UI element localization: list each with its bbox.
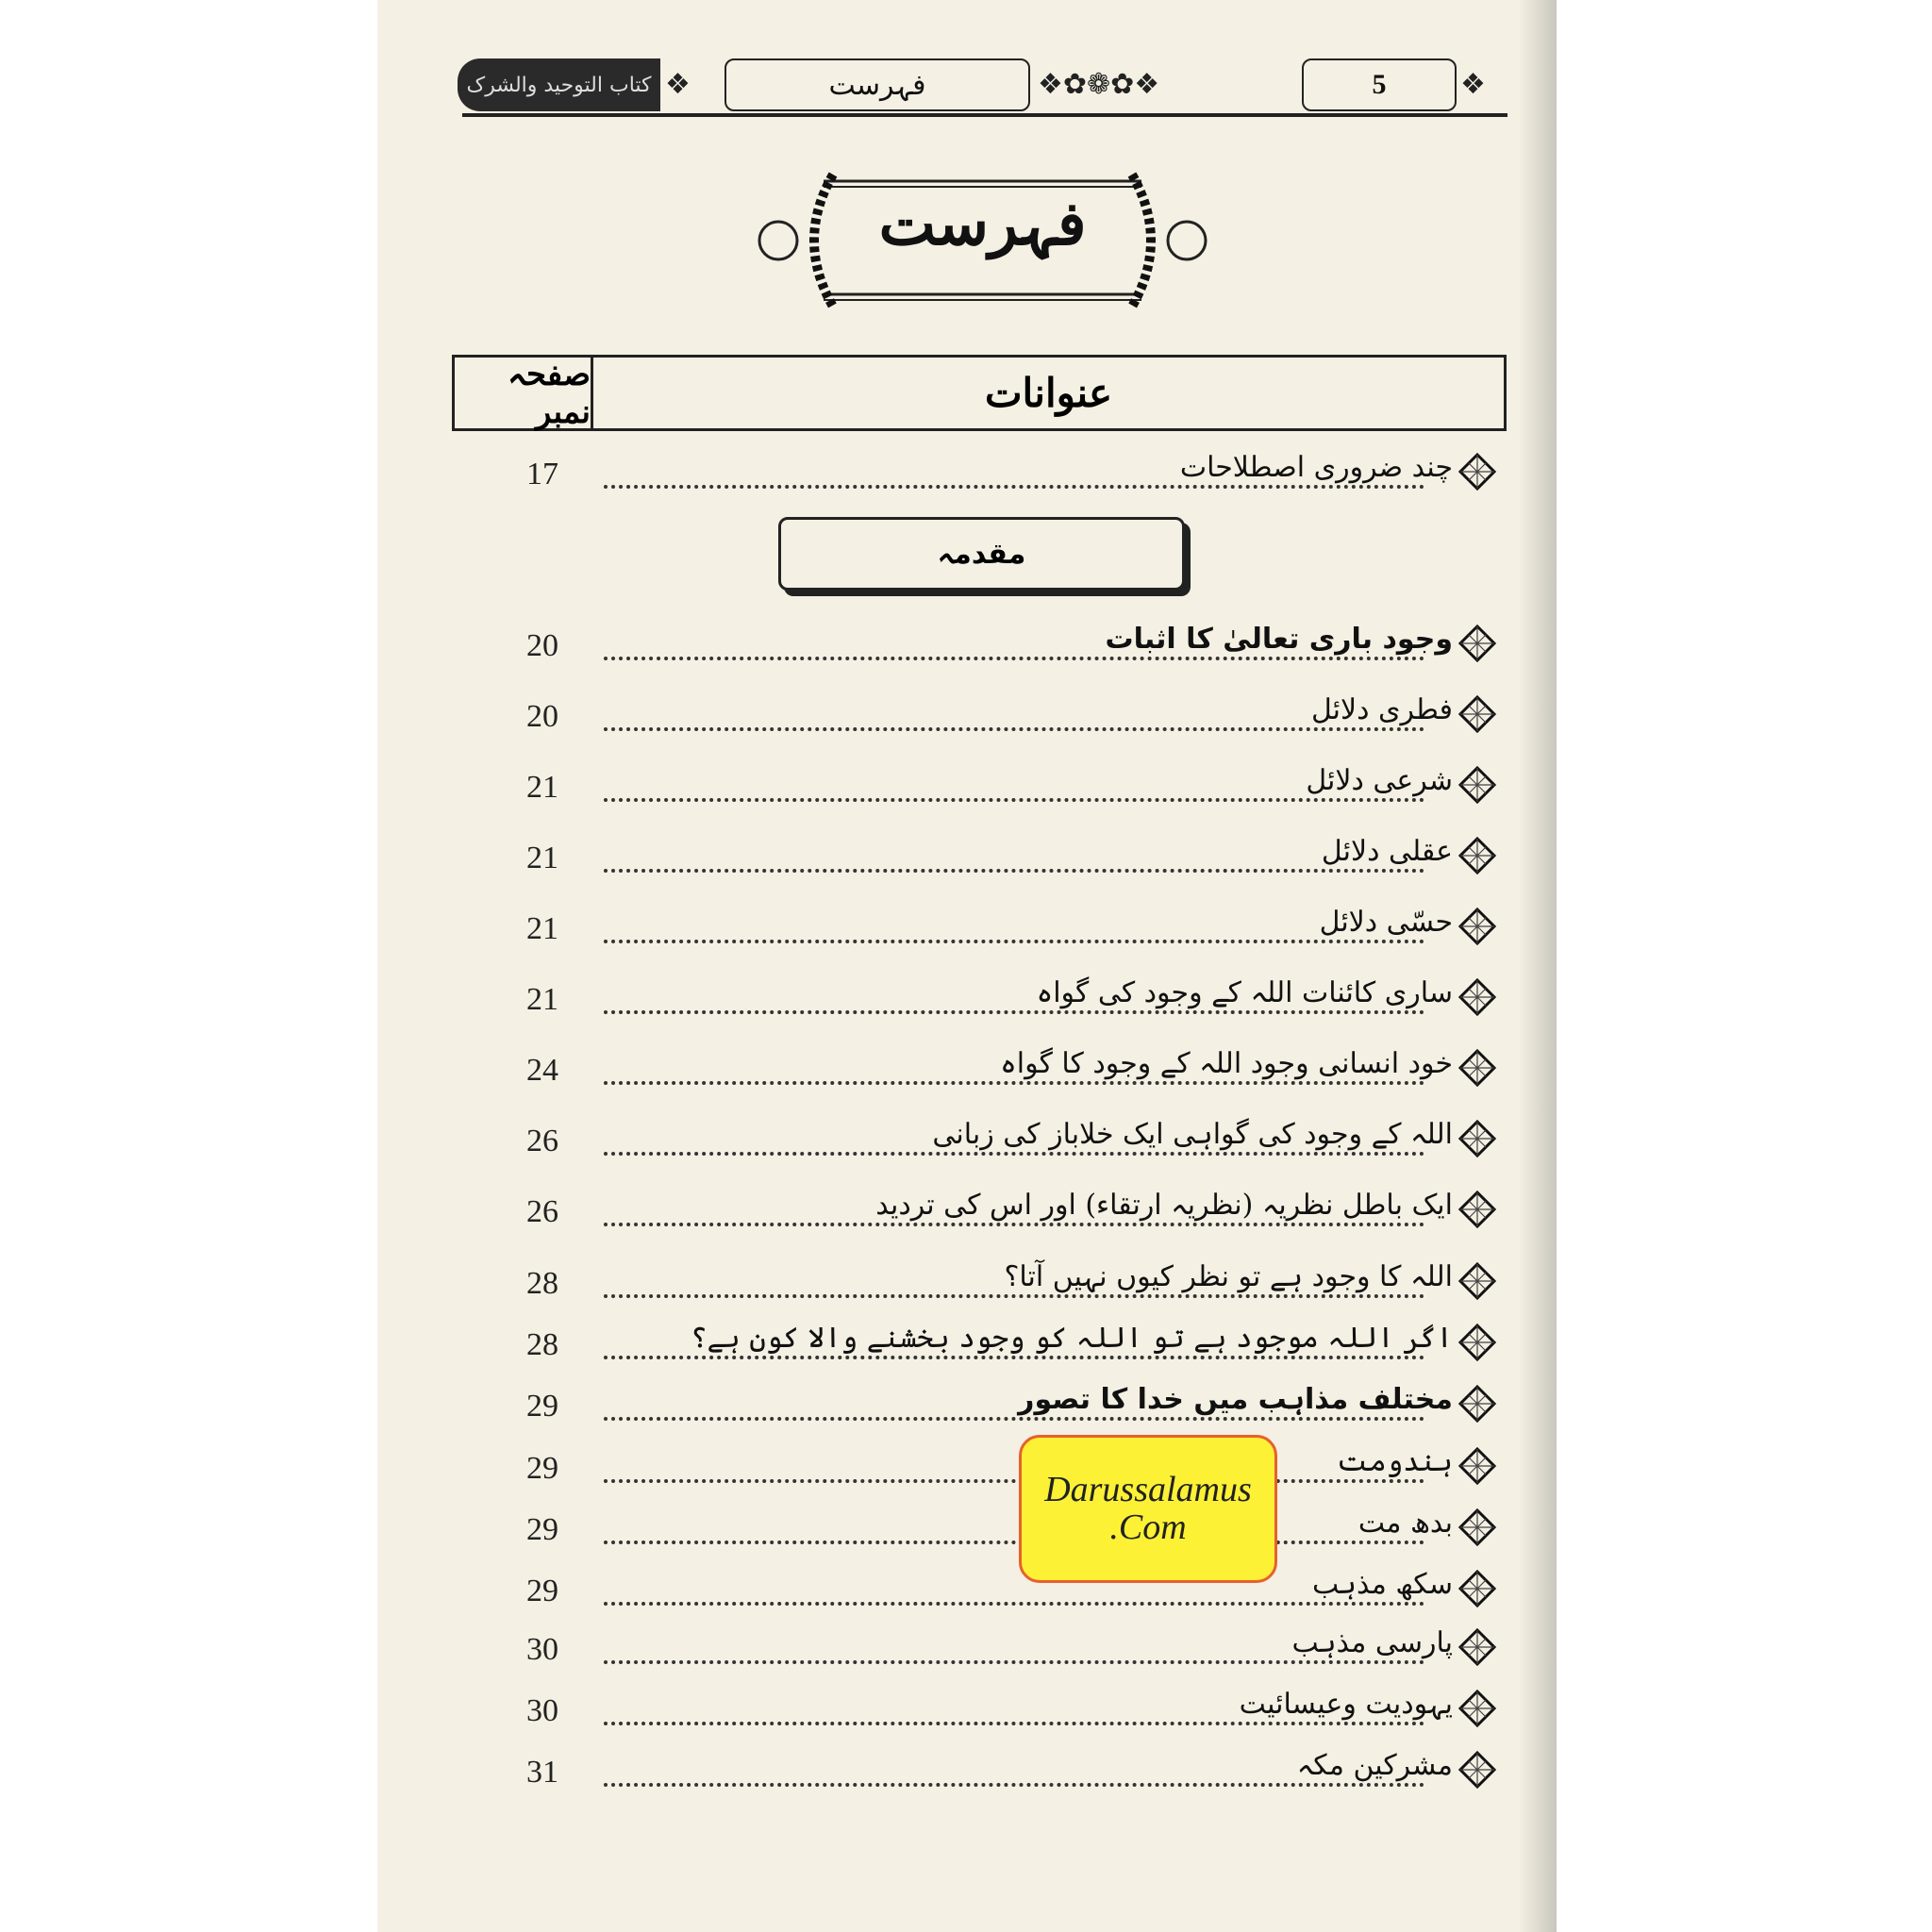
leader-dots — [604, 869, 1424, 873]
entry-title: یہودیت وعیسائیت — [1236, 1688, 1453, 1721]
leader-dots — [604, 1541, 1424, 1544]
ornament-band-icon: ❖✿❁✿❖ — [1038, 67, 1160, 101]
diamond-bullet-icon — [1458, 1508, 1496, 1546]
diamond-bullet-icon — [1458, 766, 1496, 804]
entry-title: ایک باطل نظریہ (نظریہ ارتقاء) اور اس کی تردید — [872, 1189, 1453, 1222]
column-header — [452, 355, 1507, 431]
entry-page-number: 29 — [526, 1451, 558, 1486]
leader-dots — [604, 798, 1424, 802]
page-number: 5 — [1302, 58, 1457, 111]
toc-entry[interactable] — [509, 1047, 1509, 1094]
entry-page-number: 20 — [526, 699, 558, 734]
leader-dots — [604, 1660, 1424, 1664]
diamond-bullet-icon — [1458, 625, 1496, 662]
page-edge-shadow — [1519, 0, 1557, 1932]
leader-dots — [604, 1602, 1424, 1606]
entry-page-number: 26 — [526, 1194, 558, 1229]
leader-dots — [604, 1294, 1424, 1298]
entry-page-number: 24 — [526, 1053, 558, 1088]
column-page-number: صفحہ نمبر — [455, 358, 593, 428]
entry-title: وجود باری تعالیٰ کا اثبات — [1101, 623, 1453, 656]
diamond-bullet-icon — [1458, 453, 1496, 491]
entry-page-number: 21 — [526, 982, 558, 1017]
diamond-bullet-icon — [1458, 1385, 1496, 1423]
diamond-bullet-icon — [1458, 1262, 1496, 1300]
diamond-bullet-icon — [1458, 1049, 1496, 1087]
toc-entry[interactable] — [509, 451, 1509, 498]
leader-dots — [604, 727, 1424, 731]
leader-dots — [604, 1081, 1424, 1085]
leader-dots — [604, 657, 1424, 660]
entry-title: شرعی دلائل — [1302, 764, 1453, 797]
entry-title: حسّی دلائل — [1316, 906, 1453, 939]
toc-entry[interactable] — [509, 835, 1509, 882]
toc-entry[interactable] — [509, 1626, 1509, 1674]
entry-title: مشرکین مکہ — [1293, 1749, 1453, 1782]
diamond-bullet-icon — [1458, 1120, 1496, 1158]
diamond-bullet-icon — [1458, 1690, 1496, 1727]
ornament-icon: ❖ — [1460, 67, 1486, 101]
diamond-bullet-icon — [1458, 1191, 1496, 1228]
leader-dots — [604, 940, 1424, 943]
toc-entry[interactable] — [509, 1507, 1509, 1554]
toc-entry[interactable] — [509, 693, 1509, 741]
entry-title: چند ضروری اصطلاحات — [1176, 451, 1453, 484]
diamond-bullet-icon — [1458, 837, 1496, 874]
entry-page-number: 28 — [526, 1327, 558, 1362]
toc-entry[interactable] — [509, 1445, 1509, 1492]
toc-entry[interactable] — [509, 1568, 1509, 1615]
entry-page-number: 29 — [526, 1574, 558, 1608]
running-head-section: فہرست — [724, 58, 1030, 111]
entry-title: خود انسانی وجود اللہ کے وجود کا گواہ — [996, 1047, 1453, 1080]
entry-title: مختلف مذاہب میں خدا کا تصور — [1014, 1383, 1453, 1416]
entry-page-number: 17 — [526, 457, 558, 491]
entry-title: پارسی مذہب — [1288, 1626, 1453, 1659]
entry-title: سکھ مذہب — [1308, 1568, 1453, 1601]
entry-page-number: 20 — [526, 628, 558, 663]
toc-entry[interactable] — [509, 1749, 1509, 1796]
entry-page-number: 21 — [526, 911, 558, 946]
leader-dots — [604, 1356, 1424, 1359]
toc-entry[interactable] — [509, 1383, 1509, 1430]
leader-dots — [604, 1152, 1424, 1156]
page-title: فہرست — [878, 189, 1087, 259]
leader-dots — [604, 1417, 1424, 1421]
entry-page-number: 30 — [526, 1632, 558, 1667]
running-head-book-title: کتاب التوحید والشرک — [458, 58, 660, 111]
leader-dots — [604, 1223, 1424, 1226]
watermark-line1: Darussalamus — [1044, 1469, 1252, 1509]
entry-title: ہندومت — [1333, 1445, 1453, 1478]
entry-page-number: 28 — [526, 1266, 558, 1301]
column-topics: عنوانات — [984, 370, 1113, 416]
section-heading: مقدمہ — [778, 517, 1185, 591]
toc-entry[interactable] — [509, 1189, 1509, 1236]
entry-title: ساری کائنات اللہ کے وجود کی گواہ — [1033, 976, 1453, 1009]
entry-page-number: 29 — [526, 1512, 558, 1547]
toc-entry[interactable] — [509, 623, 1509, 670]
ornament-icon: ❖ — [665, 67, 691, 101]
entry-page-number: 21 — [526, 770, 558, 805]
entry-page-number: 21 — [526, 841, 558, 875]
diamond-bullet-icon — [1458, 1324, 1496, 1361]
entry-title: اگر اللہ موجود ہے تو اللہ کو وجود بخشنے والا کون ہے؟ — [687, 1322, 1453, 1355]
toc-entry[interactable] — [509, 1118, 1509, 1165]
diamond-bullet-icon — [1458, 1751, 1496, 1789]
watermark-line2: .Com — [1109, 1507, 1187, 1547]
entry-title: اللہ کا وجود ہے تو نظر کیوں نہیں آتا؟ — [1000, 1260, 1453, 1293]
entry-page-number: 30 — [526, 1693, 558, 1728]
toc-entry[interactable] — [509, 1688, 1509, 1735]
entry-title: بدھ مت — [1355, 1507, 1453, 1540]
leader-dots — [604, 485, 1424, 489]
toc-entry[interactable] — [509, 906, 1509, 953]
diamond-bullet-icon — [1458, 908, 1496, 945]
leader-dots — [604, 1783, 1424, 1787]
entry-title: فطری دلائل — [1307, 693, 1453, 726]
watermark-logo — [1019, 1435, 1277, 1583]
entry-page-number: 26 — [526, 1124, 558, 1158]
diamond-bullet-icon — [1458, 978, 1496, 1016]
diamond-bullet-icon — [1458, 1570, 1496, 1607]
diamond-bullet-icon — [1458, 695, 1496, 733]
entry-page-number: 31 — [526, 1755, 558, 1790]
header-rule — [462, 113, 1507, 117]
leader-dots — [604, 1722, 1424, 1725]
toc-entry[interactable] — [509, 764, 1509, 811]
toc-entry[interactable] — [509, 1322, 1509, 1369]
entry-page-number: 29 — [526, 1389, 558, 1424]
diamond-bullet-icon — [1458, 1628, 1496, 1666]
leader-dots — [604, 1010, 1424, 1014]
entry-title: عقلی دلائل — [1318, 835, 1453, 868]
leader-dots — [604, 1479, 1424, 1483]
toc-entry[interactable] — [509, 976, 1509, 1024]
toc-entry[interactable] — [509, 1260, 1509, 1307]
entry-title: اللہ کے وجود کی گواہی ایک خلاباز کی زبانی — [928, 1118, 1453, 1151]
diamond-bullet-icon — [1458, 1447, 1496, 1485]
